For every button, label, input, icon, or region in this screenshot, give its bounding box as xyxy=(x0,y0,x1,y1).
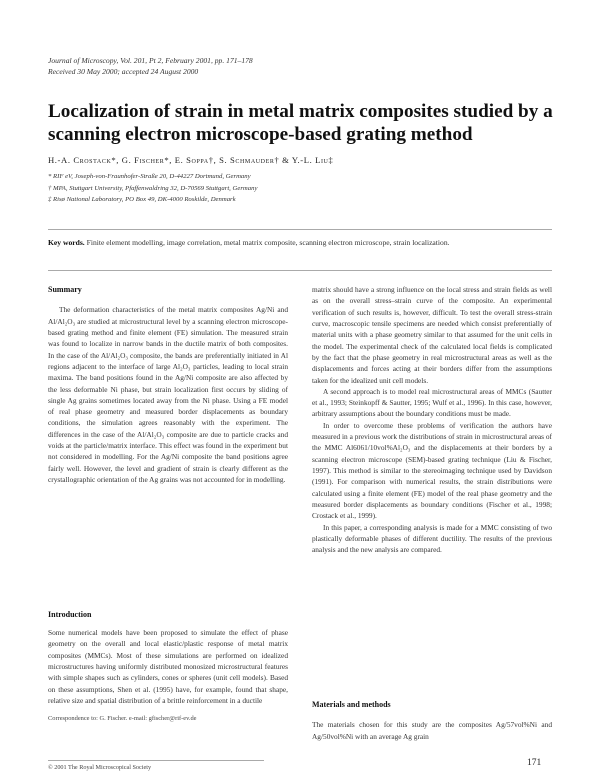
affiliation-2: † MPA, Stuttgart University, Pfaffenwaldring 32, D-70569 Stuttgart, Germany xyxy=(48,184,258,192)
keywords-top-divider xyxy=(48,229,552,230)
keywords-text: Finite element modelling, image correlation, metal matrix composite, scanning electron microscope, strain localization. xyxy=(86,238,450,247)
right-paragraph-2: A second approach is to model real microstructural areas of MMCs (Sautter et al., 1993; Steinkopff & Sautter, 1995; Wulf et al., 1996). In this case, however, arbitrary assumptions about the boundary conditions must be made. xyxy=(312,386,552,419)
author-list: H.-A. Crostack*, G. Fischer*, E. Soppa†, S. Schmauder† & Y.-L. Liu‡ xyxy=(48,155,334,165)
right-column xyxy=(312,284,552,556)
materials-section xyxy=(312,699,552,742)
right-paragraph-3: In order to overcome these problems of verification the authors have measured in a previous work the distributions of strain in microstructural areas of the MMC Al6061/10vol%Al₂O₃ and the displacements at their borders by a scanning electron microscope (SEM)-based grating technique (Liu & Fischer, 1997). This method is similar to the stereoimaging technique used by Davidson (1991). For comparison with numerical results, the strain distributions were calculated using a finite element (FE) model of the real phase geometry and the measured border displacements as boundary conditions (Fischer et al., 1998; Crostack et al., 1999). xyxy=(312,420,552,521)
right-paragraph-1: matrix should have a strong influence on the local stress and strain fields as well as on the overall stress–strain curve of the composite. An experimental verification of such results is, however, difficult. To test the overall stress-strain curve, macroscopic tensile specimens are needed which consist preferentially of material units with a phase geometry similar to that assumed for the unit cells in the model. The experimental check of the calculated local fields is complicated by the fact that the phase geometry in real microstructural areas as well as the displacements and forces acting at their borders differ from the assumptions taken for the idealized unit cell models. xyxy=(312,285,552,385)
introduction-section xyxy=(48,627,288,706)
introduction-heading: Introduction xyxy=(48,610,92,619)
materials-text: The materials chosen for this study are the composites Ag/57vol%Ni and Ag/50vol%Ni with an average Ag grain xyxy=(312,720,552,741)
summary-heading: Summary xyxy=(48,285,82,294)
keywords-label: Key words. xyxy=(48,238,85,247)
introduction-text: Some numerical models have been proposed to simulate the effect of phase geometry on the overall and local elastic/plastic response of metal matrix composites (MMCs). Most of these simulations are performed on idealized microstructures having uniformly distributed monosized microstructural features with simple shapes such as cylinders, cones or spheres (unit cell models). Based on these assumptions, Shen et al. (1995) have, for example, found that shape, relative size and spatial distribution of a brittle reinforcement in a ductile xyxy=(48,628,288,705)
paper-title: Localization of strain in metal matrix composites studied by a scanning electron microscope-based grating method xyxy=(48,101,553,145)
affiliation-1: * RIF eV, Joseph-von-Fraunhofer-Straße 20, D-44227 Dortmund, Germany xyxy=(48,173,251,180)
copyright-notice: © 2001 The Royal Microscopical Society xyxy=(48,764,152,771)
affiliation-3: ‡ Risø National Laboratory, PO Box 49, DK-4000 Roskilde, Denmark xyxy=(48,196,236,203)
right-paragraph-4: In this paper, a corresponding analysis is made for a MMC consisting of two plastically deformable phases of different ductility. The results of the previous analysis and the new analysis are compared. xyxy=(312,522,552,555)
keywords xyxy=(48,237,558,248)
materials-heading: Materials and methods xyxy=(312,700,391,709)
correspondence-footnote: Correspondence to: G. Fischer. e-mail: gfischer@rif-ev.de xyxy=(48,715,197,722)
affiliations xyxy=(48,171,257,206)
journal-citation: Journal of Microscopy, Vol. 201, Pt 2, February 2001, pp. 171–178 xyxy=(48,56,253,65)
summary-section xyxy=(48,284,288,485)
received-dates: Received 30 May 2000; accepted 24 August 2000 xyxy=(48,67,199,76)
summary-text: The deformation characteristics of the metal matrix composites Ag/Ni and Al/Al₂O₃ are studied at microstructural level by a scanning electron microscope-based grating method and finite element (FE) simulation. The measured strain was found to localize in narrow bands in the ductile matrix of both composites. In the case of the Al/Al₂O₃ composite, the bands are preferentially initiated in Al regions adjacent to the interface of large Al₂O₃ particles, leading to local strain maxima. The band positions found in the Ag/Ni composite are also affected by the less deformable Ni phase, but strain localization first occurs by sliding of single Ag grains sometimes located away from the Ni phase. Using a FE model of real phase geometry and measured border displacements as boundary conditions, the simulation agrees reasonably with the experiment. The differences in the case of the Al/Al₂O₃ composite are due to particle cracks and voids at the particle/matrix interface. This effect was found in the experiment but not considered in modelling. For the Ag/Ni composite the band positions agree fairly well. However, the level and gradient of strain is clearly different as the crystallographic orientation of the Ag grains was not accounted for in modelling. xyxy=(48,305,288,484)
footer-divider xyxy=(48,760,264,761)
journal-header xyxy=(48,55,253,77)
keywords-bottom-divider xyxy=(48,270,552,271)
page-number: 171 xyxy=(527,758,542,768)
